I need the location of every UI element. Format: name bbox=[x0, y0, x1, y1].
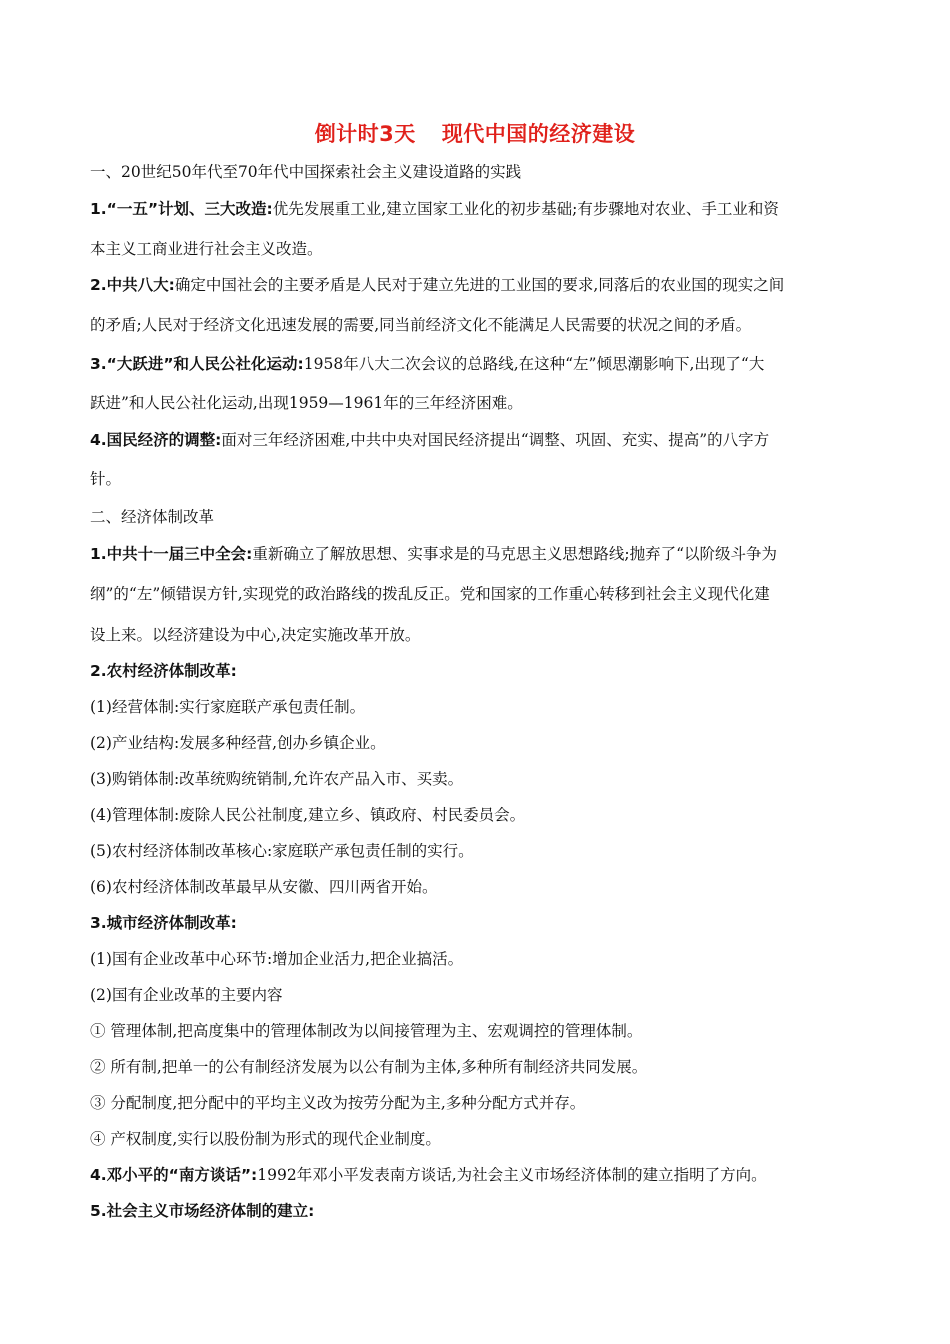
paragraph-1-2: 2.中共八大:确定中国社会的主要矛盾是人民对于建立先进的工业国的要求,同落后的农业国的现实之间 bbox=[90, 276, 785, 294]
list-item: (1)经营体制:实行家庭联产承包责任制。 bbox=[90, 698, 366, 716]
list-item: ④ 产权制度,实行以股份制为形式的现代企业制度。 bbox=[90, 1130, 441, 1148]
paragraph-label: 2.中共八大: bbox=[90, 276, 175, 294]
paragraph-1-3-cont: 跃进”和人民公社化运动,出现1959—1961年的三年经济困难。 bbox=[90, 394, 523, 412]
paragraph-1-1-cont: 本主义工商业进行社会主义改造。 bbox=[90, 240, 323, 258]
title-topic: 现代中国的经济建设 bbox=[441, 122, 636, 146]
paragraph-2-1: 1.中共十一届三中全会:重新确立了解放思想、实事求是的马克思主义思想路线;抛弃了“以阶级斗争为 bbox=[90, 545, 778, 563]
list-item: (3)购销体制:改革统购统销制,允许农产品入市、买卖。 bbox=[90, 770, 464, 788]
section-heading-2: 二、经济体制改革 bbox=[90, 508, 215, 526]
list-item: ① 管理体制,把高度集中的管理体制改为以间接管理为主、宏观调控的管理体制。 bbox=[90, 1022, 643, 1040]
paragraph-label: 3.“大跃进”和人民公社化运动: bbox=[90, 355, 304, 373]
paragraph-1-4: 4.国民经济的调整:面对三年经济困难,中共中央对国民经济提出“调整、巩固、充实、提高”的八字方 bbox=[90, 431, 770, 449]
paragraph-2-5-label: 5.社会主义市场经济体制的建立: bbox=[90, 1202, 315, 1220]
list-item: (1)国有企业改革中心环节:增加企业活力,把企业搞活。 bbox=[90, 950, 464, 968]
title-countdown: 倒计时3天 bbox=[314, 122, 416, 146]
list-item: (4)管理体制:废除人民公社制度,建立乡、镇政府、村民委员会。 bbox=[90, 806, 526, 824]
paragraph-2-2-label: 2.农村经济体制改革: bbox=[90, 662, 237, 680]
paragraph-label: 1.中共十一届三中全会: bbox=[90, 545, 253, 563]
paragraph-label: 4.邓小平的“南方谈话”: bbox=[90, 1166, 258, 1184]
list-item: ③ 分配制度,把分配中的平均主义改为按劳分配为主,多种分配方式并存。 bbox=[90, 1094, 586, 1112]
list-item: (5)农村经济体制改革核心:家庭联产承包责任制的实行。 bbox=[90, 842, 474, 860]
list-item: ② 所有制,把单一的公有制经济发展为以公有制为主体,多种所有制经济共同发展。 bbox=[90, 1058, 648, 1076]
paragraph-2-1-cont2: 设上来。以经济建设为中心,决定实施改革开放。 bbox=[90, 626, 421, 644]
paragraph-2-3-label: 3.城市经济体制改革: bbox=[90, 914, 237, 932]
list-item: (2)国有企业改革的主要内容 bbox=[90, 986, 283, 1004]
paragraph-2-1-cont: 纲”的“左”倾错误方针,实现党的政治路线的拨乱反正。党和国家的工作重心转移到社会主义现代化建 bbox=[90, 585, 770, 603]
paragraph-2-4: 4.邓小平的“南方谈话”:1992年邓小平发表南方谈话,为社会主义市场经济体制的建立指明了方向。 bbox=[90, 1166, 767, 1184]
paragraph-1-4-cont: 针。 bbox=[90, 470, 122, 488]
section-heading-1: 一、20世纪50年代至70年代中国探索社会主义建设道路的实践 bbox=[90, 163, 522, 181]
paragraph-label: 1.“一五”计划、三大改造: bbox=[90, 200, 273, 218]
paragraph-1-3: 3.“大跃进”和人民公社化运动:1958年八大二次会议的总路线,在这种“左”倾思潮影响下,出现了“大 bbox=[90, 355, 765, 373]
paragraph-label: 4.国民经济的调整: bbox=[90, 431, 222, 449]
paragraph-1-1: 1.“一五”计划、三大改造:优先发展重工业,建立国家工业化的初步基础;有步骤地对农业、手工业和资 bbox=[90, 200, 779, 218]
list-item: (6)农村经济体制改革最早从安徽、四川两省开始。 bbox=[90, 878, 438, 896]
list-item: (2)产业结构:发展多种经营,创办乡镇企业。 bbox=[90, 734, 386, 752]
page-title bbox=[0, 118, 950, 148]
paragraph-1-2-cont: 的矛盾;人民对于经济文化迅速发展的需要,同当前经济文化不能满足人民需要的状况之间的矛盾。 bbox=[90, 316, 752, 334]
